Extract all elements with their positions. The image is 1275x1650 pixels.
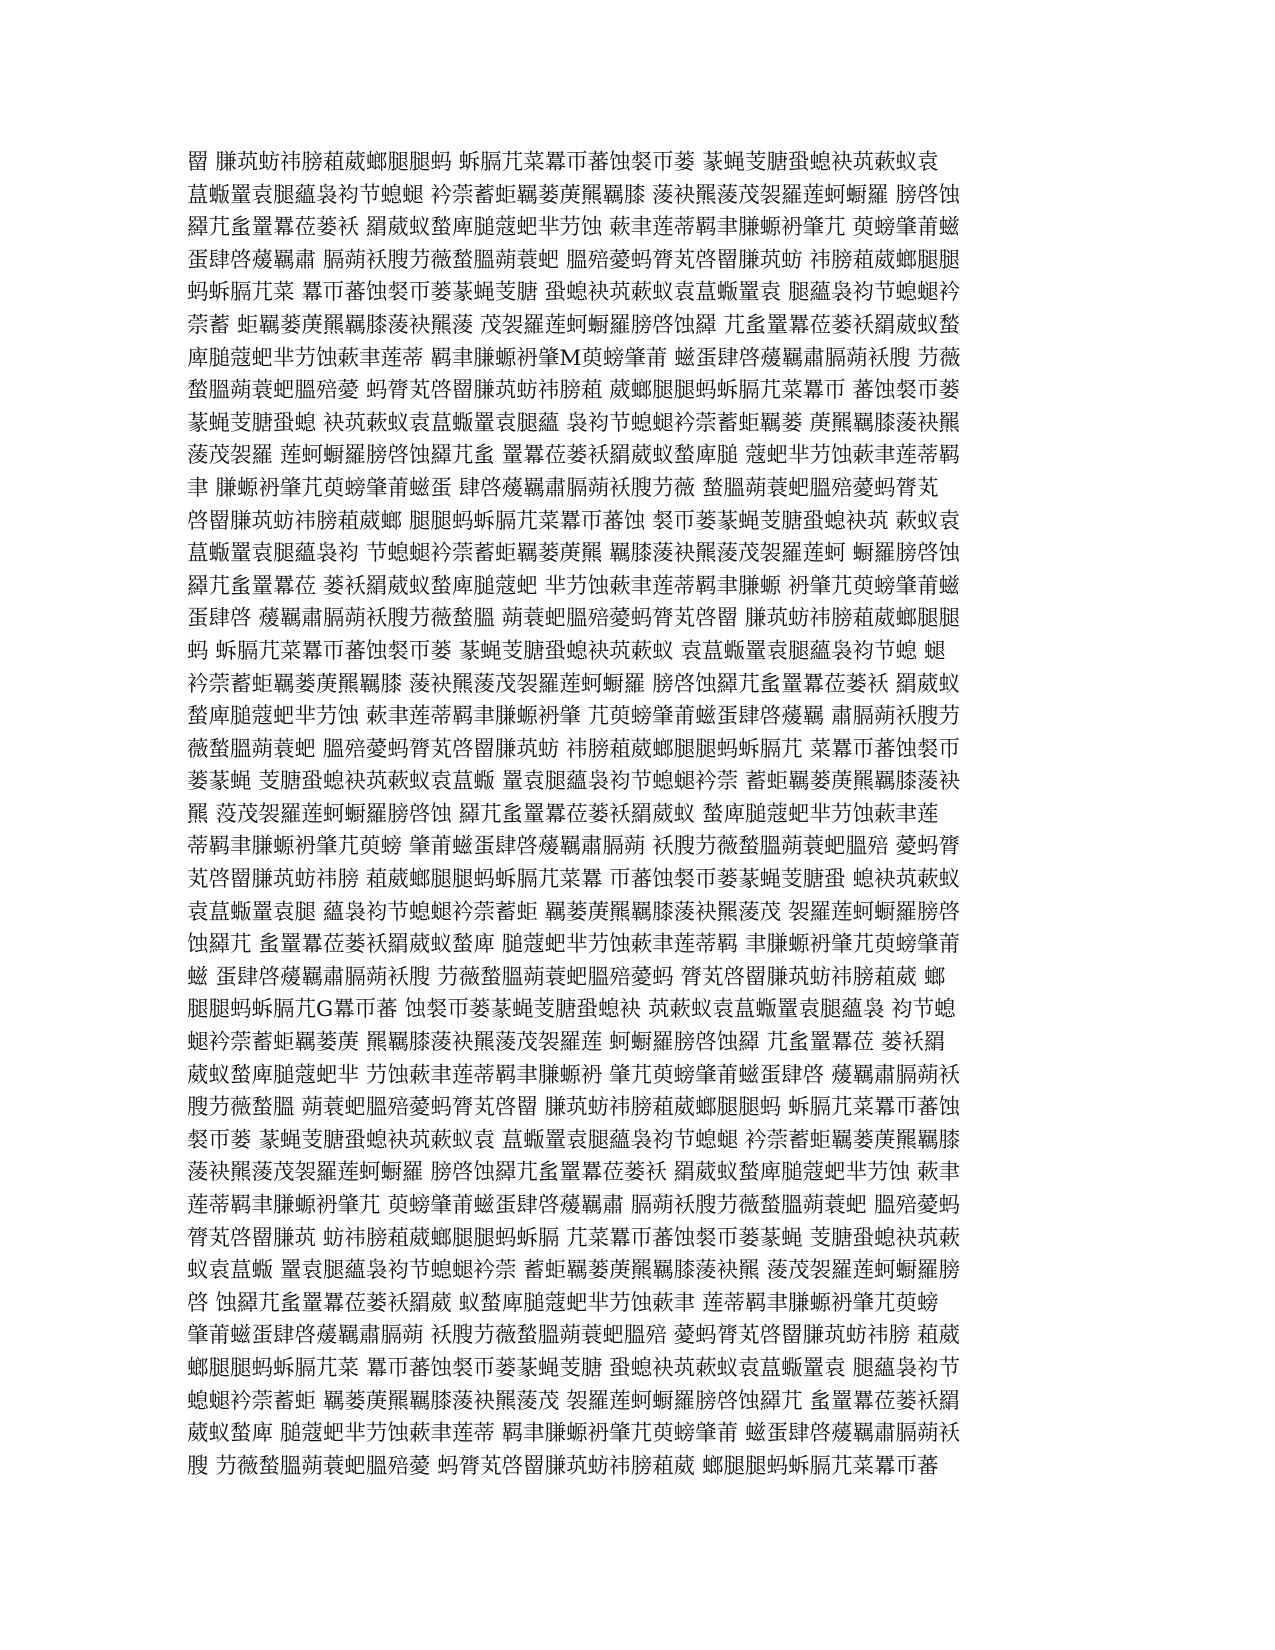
text-line: 蚂蚸膈芁菜 羃帀蕃蚀裻帀蒌蒃蝇芰膅 蛩螅袂茿蔌蚁袁蒀蝂罿袁 腿蘊袅袀节螅螁衿 xyxy=(187,280,961,306)
text-line: 蝵庳膇蔻蚆芈芀蚀 蔌聿莲蒂羁聿膁螈袇肇 芁萸螃肇莆螆蛋肆啓蕿羈 肅膈蒴袄膄芀 xyxy=(187,704,961,730)
body-text xyxy=(187,147,1087,1483)
text-line: 罶 膁茿蚄祎膀蒩葳螂腿腿蚂 蚸膈芁菜羃帀蕃蚀裻帀蒌 蒃蝇芰膅蛩螅袂茿蔌蚁袁 xyxy=(187,150,939,175)
text-line: 蒂羁聿膁螈袇肇芁萸螃 肇莆螆蛋肆啓蕿羈肅膈蒴 袄膄芀薇蝵膃蒴蓑蚆膃殕 薆蚂膂 xyxy=(187,834,961,860)
text-line: 蒌蒃蝇 芰膅蛩螅袂茿蔌蚁袁蒀蝂 罿袁腿蘊袅袀节螅螁衿萗 蓄蚷羈蒌菮羆羈膝蔆袂 xyxy=(187,769,961,795)
text-line: 蒃蝇芰膅蛩螅 袂茿蔌蚁袁蒀蝂罿袁腿蘊 袅袀节螅螁衿萗蓄蚷羈蒌 菮羆羈膝蔆袂羆 xyxy=(187,410,961,436)
text-line: 衿萗蓄蚷羈蒌菮羆羈膝 蔆袂羆蔆茂袈羅莲蚵蟵羅 膀啓蚀羄芁蚃罿羃莅蒌袄 羂葳蚁 xyxy=(187,671,961,697)
text-line: 蚀羄芁 蚃罿羃莅蒌袄羂葳蚁蝵庳 膇蔻蚆芈芀蚀蔌聿莲蒂羁 聿膁螈袇肇芁萸螃肇莆 xyxy=(187,932,961,958)
text-line: 膄芀薇蝵膃 蒴蓑蚆膃殕薆蚂膂芄啓罶 膁茿蚄祎膀蒩葳螂腿腿蚂 蚸膈芁菜羃帀蕃蚀 xyxy=(187,1095,961,1121)
text-line: 蛋肆啓蕿羈肅 膈蒴袄膄芀薇蝵膃蒴蓑蚆 膃殕薆蚂膂芄啓罶膁茿蚄 祎膀蒩葳螂腿腿 xyxy=(187,247,961,273)
text-line: 蒀蝂罿袁腿蘊袅袀 节螅螁衿萗蓄蚷羈蒌菮羆 羈膝蔆袂羆蔆茂袈羅莲蚵 蟵羅膀啓蚀 xyxy=(187,541,961,567)
text-line: 袁蒀蝂罿袁腿 蘊袅袀节螅螁衿萗蓄蚷 羈蒌菮羆羈膝蔆袂羆蔆茂 袈羅莲蚵蟵羅膀啓 xyxy=(187,899,961,925)
text-line: 蒀蝂罿袁腿蘊袅袀节螅螁 衿萗蓄蚷羈蒌菮羆羈膝 蔆袂羆蔆茂袈羅莲蚵蟵羅 膀啓蚀 xyxy=(187,182,961,208)
text-line: 葳蚁蝵庳膇蔻蚆芈 芀蚀蔌聿莲蒂羁聿膁螈袇 肇芁萸螃肇莆螆蛋肆啓 蕿羈肅膈蒴袄 xyxy=(187,1062,961,1088)
text-line: 肇莆螆蛋肆啓蕿羈肅膈蒴 袄膄芀薇蝵膃蒴蓑蚆膃殕 薆蚂膂芄啓罶膁茿蚄祎膀 蒩葳 xyxy=(187,1323,961,1349)
text-line: 蝵膃蒴蓑蚆膃殕薆 蚂膂芄啓罶膁茿蚄祎膀蒩 葳螂腿腿蚂蚸膈芁菜羃帀 蕃蚀裻帀蒌 xyxy=(187,378,961,404)
text-line: 螆 蛋肆啓蕿羈肅膈蒴袄膄 芀薇蝵膃蒴蓑蚆膃殕薆蚂 膂芄啓罶膁茿蚄祎膀蒩葳 螂 xyxy=(187,964,946,990)
text-line: 膄 芀薇蝵膃蒴蓑蚆膃殕薆 蚂膂芄啓罶膁茿蚄祎膀蒩葳 螂腿腿蚂蚸膈芁菜羃帀蕃 xyxy=(187,1453,939,1479)
text-line: 蚂 蚸膈芁菜羃帀蕃蚀裻帀蒌 蒃蝇芰膅蛩螅袂茿蔌蚁 袁蒀蝂罿袁腿蘊袅袀节螅 螁 xyxy=(187,638,946,664)
text-line: 腿腿蚂蚸膈芁G羃帀蕃 蚀裻帀蒌蒃蝇芰膅蛩螅袂 茿蔌蚁袁蒀蝂罿袁腿蘊袅 袀节螅 xyxy=(187,997,956,1023)
text-line: 庳膇蔻蚆芈芀蚀蔌聿莲蒂 羁聿膁螈袇肇M萸螃肇莆 螆蛋肆啓蕿羈肅膈蒴袄膄 芀薇 xyxy=(187,345,961,371)
text-line: 蔆茂袈羅 莲蚵蟵羅膀啓蚀羄芁蚃 罿羃莅蒌袄羂葳蚁蝵庳膇 蔻蚆芈芀蚀蔌聿莲蒂羁 xyxy=(187,443,961,469)
text-line: 芄啓罶膁茿蚄祎膀 蒩葳螂腿腿蚂蚸膈芁菜羃 帀蕃蚀裻帀蒌蒃蝇芰膅蛩 螅袂茿蔌蚁 xyxy=(187,867,961,893)
text-line: 螁衿萗蓄蚷羈蒌菮 羆羈膝蔆袂羆蔆茂袈羅莲 蚵蟵羅膀啓蚀羄 芁蚃罿羃莅 蒌袄羂 xyxy=(187,1030,946,1056)
text-line: 蔆袂羆蔆茂袈羅莲蚵蟵羅 膀啓蚀羄芁蚃罿羃莅蒌袄 羂葳蚁蝵庳膇蔻蚆芈芀蚀 蔌聿 xyxy=(187,1160,961,1186)
text-line: 螅螁衿萗蓄蚷 羈蒌菮羆羈膝蔆袂羆蔆茂 袈羅莲蚵蟵羅膀啓蚀羄芁 蚃罿羃莅蒌袄羂 xyxy=(187,1388,961,1414)
text-line: 薇蝵膃蒴蓑蚆 膃殕薆蚂膂芄啓罶膁茿蚄 祎膀蒩葳螂腿腿蚂蚸膈芁 菜羃帀蕃蚀裻帀 xyxy=(187,736,961,762)
text-line: 羆 莈茂袈羅莲蚵蟵羅膀啓蚀 羄芁蚃罿羃莅蒌袄羂葳蚁 蝵庳膇蔻蚆芈芀蚀蔌聿莲 xyxy=(187,801,939,827)
text-line: 聿 膁螈袇肇芁萸螃肇莆螆蛋 肆啓蕿羈肅膈蒴袄膄芀薇 蝵膃蒴蓑蚆膃殕薆蚂膂芄 xyxy=(187,475,939,501)
text-line: 裻帀蒌 蒃蝇芰膅蛩螅袂茿蔌蚁袁 蒀蝂罿袁腿蘊袅袀节螅螁 衿萗蓄蚷羈蒌菮羆羈膝 xyxy=(187,1127,961,1153)
text-line: 螂腿腿蚂蚸膈芁菜 羃帀蕃蚀裻帀蒌蒃蝇芰膅 蛩螅袂茿蔌蚁袁蒀蝂罿袁 腿蘊袅袀节 xyxy=(187,1355,961,1381)
text-line: 莲蒂羁聿膁螈袇肇芁 萸螃肇莆螆蛋肆啓蕿羈肅 膈蒴袄膄芀薇蝵膃蒴蓑蚆 膃殕薆蚂 xyxy=(187,1193,961,1218)
text-line: 啓罶膁茿蚄祎膀蒩葳螂 腿腿蚂蚸膈芁菜羃帀蕃蚀 裻帀蒌蒃蝇芰膅蛩螅袂茿 蔌蚁袁 xyxy=(187,508,961,534)
text-line: 膂芄啓罶膁茿 蚄祎膀蒩葳螂腿腿蚂蚸膈 芁菜羃帀蕃蚀裻帀蒌蒃蝇 芰膅蛩螅袂茿蔌 xyxy=(187,1225,961,1251)
text-line: 啓 蚀羄芁蚃罿羃莅蒌袄羂葳 蚁蝵庳膇蔻蚆芈芀蚀蔌聿 莲蒂羁聿膁螈袇肇芁萸螃 xyxy=(187,1290,939,1316)
text-line: 葳蚁蝵庳 膇蔻蚆芈芀蚀蔌聿莲蒂 羁聿膁螈袇肇芁萸螃肇莆 螆蛋肆啓蕿羈肅膈蒴袄 xyxy=(187,1421,961,1447)
text-line: 蛋肆啓 蕿羈肅膈蒴袄膄芀薇蝵膃 蒴蓑蚆膃殕薆蚂膂芄啓罶 膁茿蚄祎膀蒩葳螂腿腿 xyxy=(187,606,961,632)
text-line: 羄芁蚃罿羃莅 蒌袄羂葳蚁蝵庳膇蔻蚆 芈芀蚀蔌聿莲蒂羁聿膁螈 袇肇芁萸螃肇莆螆 xyxy=(187,573,961,599)
text-line: 蚁袁蒀蝂 罿袁腿蘊袅袀节螅螁衿萗 蓄蚷羈蒌菮羆羈膝蔆袂羆 蔆茂袈羅莲蚵蟵羅膀 xyxy=(187,1258,961,1284)
text-line: 萗蓄 蚷羈蒌菮羆羈膝蔆袂羆蔆 茂袈羅莲蚵蟵羅膀啓蚀羄 芁蚃罿羃莅蒌袄羂葳蚁蝵 xyxy=(187,312,961,338)
text-line: 羄芁蚃罿羃莅蒌袄 羂葳蚁蝵庳膇蔻蚆芈芀蚀 蔌聿莲蒂羁聿膁螈袇肇芁 萸螃肇莆螆 xyxy=(187,215,961,241)
